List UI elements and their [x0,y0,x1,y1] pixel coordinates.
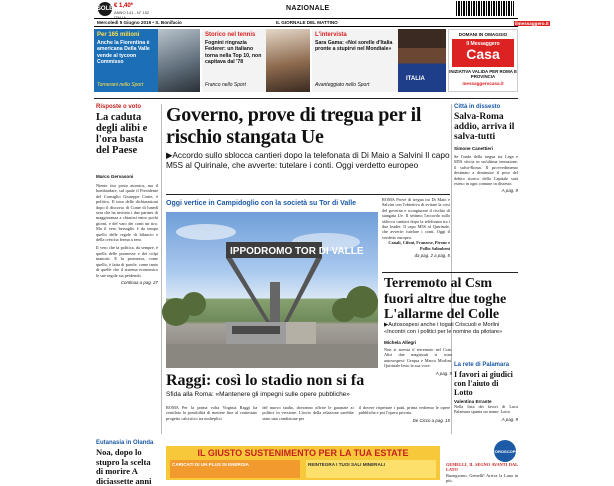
promo-casa[interactable] [448,29,518,92]
teaser-section: Tornerani nello Sport [97,82,144,88]
horoscope-badge-icon: L'OROSCOPO [494,440,516,462]
promo-kicker: DOMANI IN OMAGGIO [458,32,508,37]
left-author: Marco Gervasoni [96,174,134,179]
advertisement-banner[interactable] [166,446,440,480]
csm-continue[interactable]: A pag. 9 [435,370,452,376]
stadium-body-col: ROMA Per la prima volta Virginia Raggi ha ventilato la possibilità di mettere fine al contestato progetto calcistico tra molteplici [166,405,258,421]
stadium-body-col: il dovere rispettare i patti, prima vedremo le opere pubbliche e poi l'opera privata. De Cicco a pag. 15 [358,405,450,423]
bottom-left-story [96,440,158,486]
teaser-photo [158,29,200,92]
csm-story [384,340,452,376]
teaser-strip [94,29,518,92]
column-rule [161,104,162,434]
teaser-section: Avanteggiato nello Sport [315,82,370,88]
palamara-kicker: La rete di Palamara [454,362,510,368]
palamara-continue[interactable]: A pag. 9 [501,416,518,422]
teaser-photo [266,29,310,92]
bottom-headline[interactable]: Noa, dopo lo stupro la scelta di morire A diciassette anni [96,447,152,486]
teaser-section: Franco nello Sport [205,82,246,88]
stadium-sign-text: IPPODROMO TOR DI VALLE [230,246,364,257]
teaser-title: Fognini ringrazia Federer: un italiano torna nella Top 10, non capitava dal '78 [205,40,262,66]
side-body: ROMA Prove di tregua tra Di Maio e Salvini con l'obiettivo di evitare la crisi del governo e scongiurare il rischio di stangata Ue. Il settimo l'accordo sullo sblocca cantieri dopo la telefonata tra i due leader. Il capo M5S al Quirinale, che avverte: tutelare i conti. Oggi il verdetto europeo. [382,197,450,240]
banner-title: IL GIUSTO SUSTENIMENTO PER LA TUA ESTATE [197,448,409,458]
horoscope-box [446,440,518,484]
teaser-fognini[interactable] [202,29,310,92]
palamara-author: Valentina Errante [454,399,492,404]
main-headline[interactable]: Governo, prove di tregua per il rischio stangata Ue [166,104,422,148]
stadium-body-col: del nuovo stadio, dovranno offrire le garanzie ai politici in versione. L'invio della relazione sarebbe stato una condizione per [262,405,354,421]
csm-headline[interactable]: Terremoto al Csm fuori altre due toghe L'allarme del Colle [384,276,507,322]
divider [166,194,450,195]
teaser-kicker: L'intervista [315,32,347,38]
right-author: Simone Canettieri [454,146,494,151]
right-body: Se l'onda della tregua tra Lega e M5S sfocia in un'ultima tentazione, il salva-Roma. Il provvedimento destinato a diminuire il peso del debito storico della Capitale sarà esteso in ogni comune in dissesto. [454,154,518,187]
right-kicker: Città in dissesto [454,104,501,110]
horoscope-body: Buongiorno, Gemelli! Arriva la Luna in più. [446,472,518,484]
edition-label: NAZIONALE [286,5,330,12]
banner-right: REINTEGRA I TUOI SALI MINERALI [306,460,436,478]
left-continue[interactable]: Continua a pag. 27 [120,279,158,285]
left-column [96,104,158,285]
promo-logo: Il Messaggero Casa [452,39,514,67]
page-left-margin [0,0,94,480]
stadium-body [166,405,450,423]
price: € 1,40* [114,3,134,9]
issue-note: ANNO 141 - N° 152 ITALIA [114,10,150,20]
palamara-headline[interactable]: I favori ai giudici con l'aiuto di Lotto [454,370,513,397]
csm-subheadline: ▶Autosospesi anche i togati Criscuoli e Morlini «Incontri con i politici per le nomine da pilotare» [384,322,503,335]
right-continue[interactable]: A pag. 9 [501,188,518,194]
dateline: Mercoledì 5 Giugno 2019 • S. Bonifacio IL GIORNALE DEL MATTINO ilmessaggero.it [94,18,518,27]
teaser-fiorentina[interactable] [94,29,200,92]
stadium-continue[interactable]: De Cicco a pag. 15 [412,417,450,423]
paper-name: IL GIORNALE DEL MATTINO [276,20,338,25]
barcode-image [456,1,514,16]
teaser-title: Sara Gama: «Noi sorelle d'Italia pronte a stupirvi nel Mondiale» [315,40,393,53]
promo-sub: INIZIATIVA VALIDA PER ROMA E PROVINCIA [449,69,517,79]
csm-body: Non si arresta il terremoto nel Csm. Altri due magistrati si sono autosospesi: Cerqua e Marco Morlini. Quirinale lesto la sua voce. [384,347,452,369]
stadium-photo [166,212,378,368]
left-body-2: Il vero che la politica, da sempre, è quella delle promesse e dei colpi mancati. E la promessa, come quello, è fatta di parole, come tanto di quelle che il sistema economico le sue regole sta perdendo. [96,245,158,278]
main-side-story [382,197,450,258]
horoscope-title: GEMELLI, IL SEGNO AVANTI DAL LATO [446,462,518,473]
page-right-margin [518,0,614,480]
teaser-title: Anche la Fiorentina è americana Della Valle vende al tycoon Commisso [97,40,150,66]
right-headline[interactable]: Salva-Roma addio, arriva il salva-tutti [454,112,515,142]
teaser-kicker: Storico nel tennis [205,32,256,38]
csm-author: Michela Allegri [384,340,417,345]
right-column [454,104,518,193]
teaser-kicker: Per 165 milioni [97,32,140,38]
palamara-body: Nella lista dei favori di Luca Palamara spunta un nome: Lotto. [454,404,518,415]
date-text: Mercoledì 5 Giugno 2019 • S. Bonifacio [97,20,182,25]
promo-url: messaggerocasa.it [462,81,504,86]
photo-kicker: Oggi vertice in Campidoglio con la società su Tor di Valle [166,200,357,207]
bottom-kicker: Eutanasia in Olanda [96,440,154,446]
left-body: Niente tira posta atomica, ma il bombardare, sul quale il Presidente del Consiglio Giuseppe Conte, è politico. Il tono delle dichiarazioni dopo il discorso di Conte di lunedì sera che ha invitato i due partner di maggioranza a chiarirsi entro pochi giorni, e del varo dei conti un tiro. Ma il vero bersaglio è da tempo quello delle regole di bilancio e della crescita ferma a zero. [96,183,158,243]
teaser-photo: ITALIA [398,29,446,92]
stadium-subheadline: Sfida alla Roma: «Mantenere gli impegni sulle opere pubbliche» [166,391,350,398]
newspaper-front-page [94,0,549,486]
side-pages[interactable]: da pag. 2 a pag. 5 [414,253,450,259]
stadium-photo-illustration [166,212,378,368]
price-badge: SOLE [98,2,112,16]
divider [94,98,518,99]
main-subheadline: ▶Accordo sullo sblocca cantieri dopo la telefonata di Di Maio a Salvini Il capo M5S al Quirinale, che avverte: tutelare i conti. Oggi verdetto europeo [166,150,450,170]
column-rule [451,104,452,434]
banner-left: CARICATI DI UN PLUS DI ENERGIA [170,460,300,478]
side-authors: Canali, Cifoni, Franzese, Pirone e Pollio Salimbeni [388,240,450,251]
stadium-headline[interactable]: Raggi: così lo stadio non si fa [166,372,365,389]
divider [382,272,518,273]
left-kicker: Risposte o voto [96,104,142,110]
palamara-story [454,362,518,422]
left-headline[interactable]: La caduta degli alibi e l'ora basta del Paese [96,112,148,156]
teaser-gama[interactable] [312,29,446,92]
masthead [94,0,518,18]
